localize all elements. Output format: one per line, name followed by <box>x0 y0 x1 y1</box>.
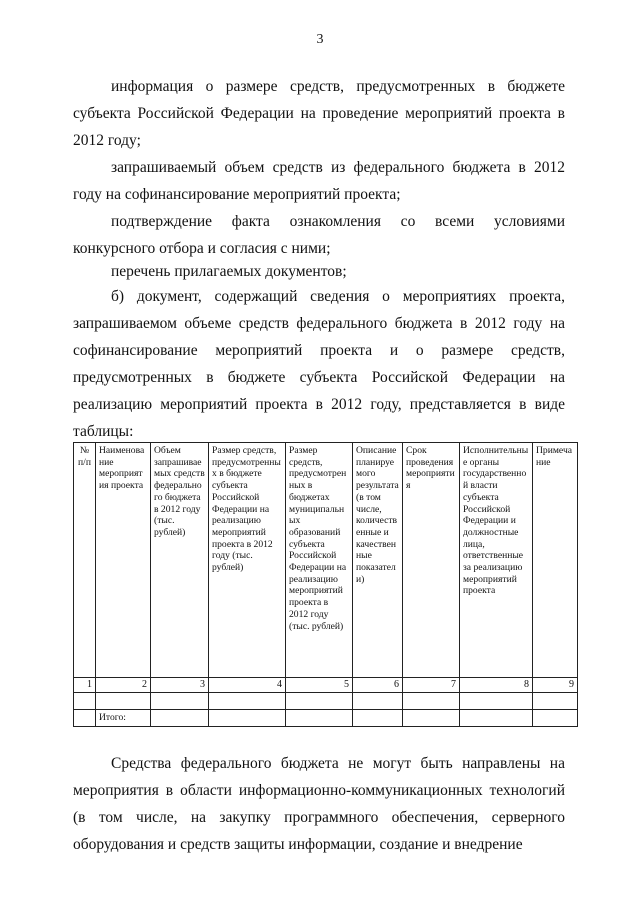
page-number: 3 <box>316 32 324 47</box>
table-cell <box>533 692 578 709</box>
table-cell <box>403 709 460 726</box>
table-cell <box>353 692 403 709</box>
table-cell <box>286 709 353 726</box>
table-cell <box>151 692 209 709</box>
header-regional-funds: Размер средств, предусмотренных в бюджете субъекта Российской Федерации на реализацию мероприятий проекта в 2012 году (тыс. рублей) <box>209 443 286 678</box>
column-number: 7 <box>403 678 460 693</box>
total-label: Итого: <box>96 709 151 726</box>
table-cell <box>460 692 533 709</box>
paragraph-document-b: б) документ, содержащий сведения о мероприятиях проекта, запрашиваемом объеме средств федерального бюджета в 2012 году на софинансирование мероприятий проекта и о размере средств, предусмотренных в бюджете субъекта Российской Федерации на реализацию мероприятий проекта в 2012 году, представляется в виде таблицы: <box>73 288 565 440</box>
table-cell <box>403 692 460 709</box>
header-expected-result: Описание планируемого результата (в том числе, количественные и качественные показатели) <box>353 443 403 678</box>
header-federal-funds: Объем запрашиваемых средств федерального бюджета в 2012 году (тыс. рублей) <box>151 443 209 678</box>
table-cell <box>74 709 96 726</box>
column-number: 8 <box>460 678 533 693</box>
column-number: 6 <box>353 678 403 693</box>
column-number: 9 <box>533 678 578 693</box>
paragraph-requested-volume: запрашиваемый объем средств из федерального бюджета в 2012 году на софинансирование мероприятий проекта; <box>73 159 565 203</box>
table-cell <box>209 692 286 709</box>
table-column-numbers-row <box>74 678 578 693</box>
column-number: 3 <box>151 678 209 693</box>
header-number: № п/п <box>74 443 96 678</box>
table-cell <box>74 692 96 709</box>
column-number: 2 <box>96 678 151 693</box>
table-total-row <box>74 709 578 726</box>
table-cell <box>96 692 151 709</box>
table-cell <box>286 692 353 709</box>
header-note: Примечание <box>533 443 578 678</box>
column-number: 4 <box>209 678 286 693</box>
header-deadline: Срок проведения мероприятия <box>403 443 460 678</box>
table-cell <box>460 709 533 726</box>
project-activities-table <box>73 442 578 727</box>
header-activity-name: Наименование мероприятия проекта <box>96 443 151 678</box>
table-header-row <box>74 443 578 678</box>
paragraph-budget-info: информация о размере средств, предусмотренных в бюджете субъекта Российской Федерации на проведение мероприятий проекта в 2012 году; <box>73 78 565 149</box>
header-responsible-bodies: Исполнительные органы государственной власти субъекта Российской Федерации и должностные лица, ответственные за реализацию мероприятий проекта <box>460 443 533 678</box>
table-cell <box>533 709 578 726</box>
table-cell <box>151 709 209 726</box>
column-number: 5 <box>286 678 353 693</box>
paragraph-confirmation: подтверждение факта ознакомления со всеми условиями конкурсного отбора и согласия с ними; <box>73 213 565 257</box>
paragraph-ict-restriction: Средства федерального бюджета не могут быть направлены на мероприятия в области информационно-коммуникационных технологий (в том числе, на закупку программного обеспечения, серверного оборудования и средств защиты информации, создание и внедрение <box>73 755 565 853</box>
header-municipal-funds: Размер средств, предусмотренных в бюджетах муниципальных образований субъекта Российской Федерации на реализацию мероприятий проекта в 2012 году (тыс. рублей) <box>286 443 353 678</box>
table-cell <box>353 709 403 726</box>
paragraph-documents-list: перечень прилагаемых документов; <box>111 263 347 280</box>
table-row <box>74 692 578 709</box>
table-cell <box>209 709 286 726</box>
column-number: 1 <box>74 678 96 693</box>
